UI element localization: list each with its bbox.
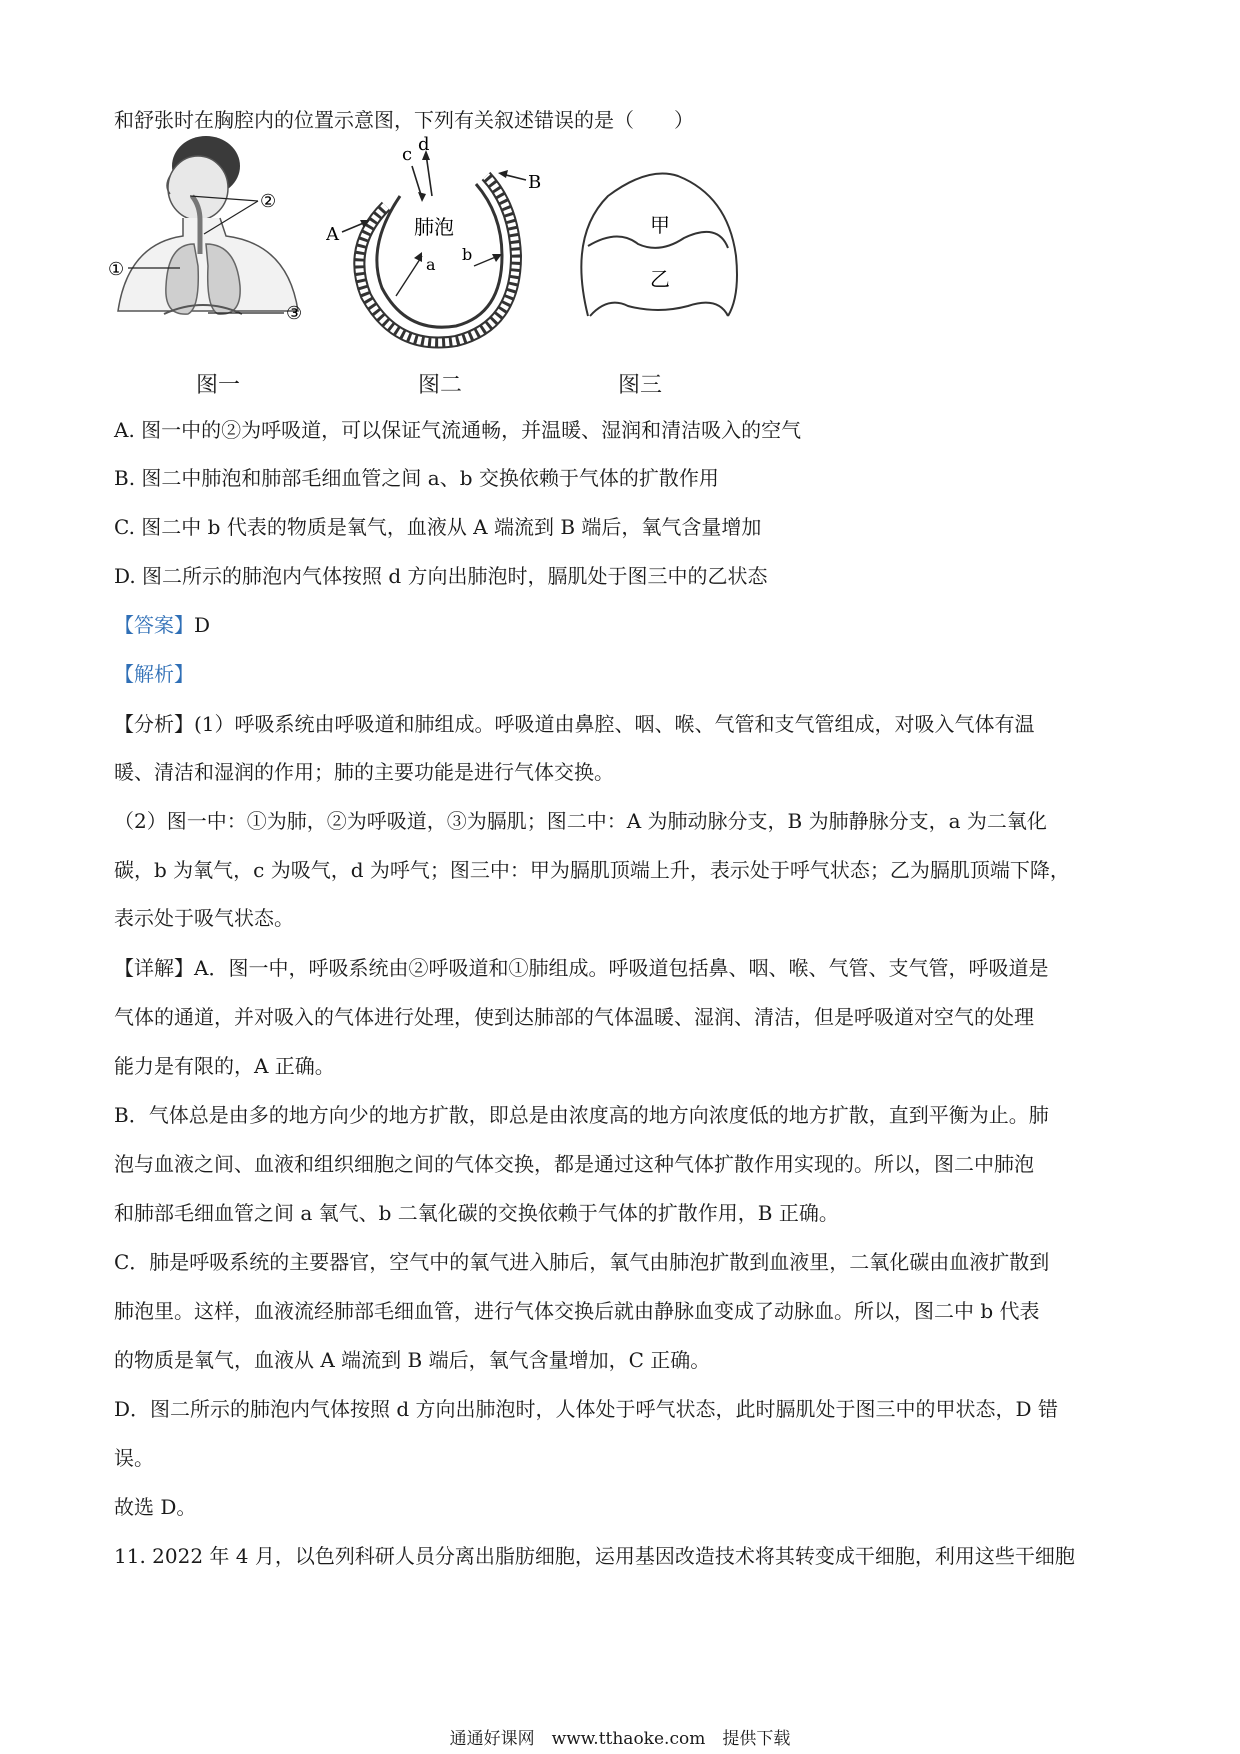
answer-value: D xyxy=(194,613,211,637)
label-a: a xyxy=(426,255,436,274)
label-A: A xyxy=(326,224,339,245)
label-b: b xyxy=(462,245,473,264)
analysis-part1-tag: 【分析】 xyxy=(114,712,194,736)
next-question: 11. 2022 年 4 月，以色列科研人员分离出脂肪细胞，运用基因改造技术将其转变成干细胞，利用这些干细胞 xyxy=(114,1544,1075,1568)
label-2: ② xyxy=(260,191,277,212)
detail-a-line2: 气体的通道，并对吸入的气体进行处理，使到达肺部的气体温暖、湿润、清洁，但是呼吸道对空气的处理 xyxy=(114,1005,1034,1029)
figure-3 xyxy=(568,136,748,406)
detail-b-line1: B．气体总是由多的地方向少的地方扩散，即总是由浓度高的地方向浓度低的地方扩散，直到平衡为止。肺 xyxy=(114,1103,1049,1127)
analysis-part2-line1: （2）图一中：①为肺，②为呼吸道，③为膈肌；图二中：A 为肺动脉分支，B 为肺静脉分支，a 为二氧化 xyxy=(114,809,1047,833)
label-jia: 甲 xyxy=(650,213,670,237)
answer-line xyxy=(114,601,1130,649)
analysis-heading xyxy=(114,650,1130,698)
option-d: D. 图二所示的肺泡内气体按照 d 方向出肺泡时，膈肌处于图三中的乙状态 xyxy=(114,564,768,588)
label-1: ① xyxy=(108,259,125,280)
option-a: A. 图一中的②为呼吸道，可以保证气流通畅，并温暖、湿润和清洁吸入的空气 xyxy=(114,418,802,442)
detail-a-line3: 能力是有限的，A 正确。 xyxy=(114,1054,335,1078)
detail-d-line2: 误。 xyxy=(114,1446,154,1470)
alveolus-diagram xyxy=(326,136,556,356)
detail-c-line3: 的物质是氧气，血液从 A 端流到 B 端后，氧气含量增加，C 正确。 xyxy=(114,1348,711,1372)
analysis-part1-line2: 暖、清洁和湿润的作用；肺的主要功能是进行气体交换。 xyxy=(114,760,614,784)
option-c: C. 图二中 b 代表的物质是氧气，血液从 A 端流到 B 端后，氧气含量增加 xyxy=(114,515,762,539)
detail-b-line2: 泡与血液之间、血液和组织细胞之间的气体交换，都是通过这种气体扩散作用实现的。所以，图二中肺泡 xyxy=(114,1152,1034,1176)
analysis-tag: 【解析】 xyxy=(114,662,194,686)
detail-c-line2: 肺泡里。这样，血液流经肺部毛细血管，进行气体交换后就由静脉血变成了动脉血。所以，图二中 b 代表 xyxy=(114,1299,1040,1323)
analysis-part2-line3: 表示处于吸气状态。 xyxy=(114,906,294,930)
question-intro: 和舒张时在胸腔内的位置示意图，下列有关叙述错误的是（ ） xyxy=(114,108,694,132)
option-b: B. 图二中肺泡和肺部毛细血管之间 a、b 交换依赖于气体的扩散作用 xyxy=(114,466,719,490)
respiratory-system-illustration xyxy=(108,136,318,356)
detail-a-line1 xyxy=(114,944,1130,992)
analysis-part2-line2: 碳，b 为氧气，c 为吸气，d 为呼气；图三中：甲为膈肌顶端上升，表示处于呼气状态；乙为膈肌顶端下降， xyxy=(114,858,1070,882)
conclusion: 故选 D。 xyxy=(114,1495,197,1519)
figure-2-caption: 图二 xyxy=(418,373,463,398)
diaphragm-diagram xyxy=(568,136,748,356)
detail-a-text: A．图一中，呼吸系统由②呼吸道和①肺组成。呼吸道包括鼻、咽、喉、气管、支气管，呼吸道是 xyxy=(194,956,1049,980)
label-c: c xyxy=(402,144,413,165)
analysis-part1-line1 xyxy=(114,700,1130,748)
figure-1-caption: 图一 xyxy=(196,373,241,398)
detail-tag: 【详解】 xyxy=(114,956,194,980)
detail-b-line3: 和肺部毛细血管之间 a 氧气、b 二氧化碳的交换依赖于气体的扩散作用，B 正确。 xyxy=(114,1201,839,1225)
detail-c-line1: C．肺是呼吸系统的主要器官，空气中的氧气进入肺后，氧气由肺泡扩散到血液里，二氧化碳由血液扩散到 xyxy=(114,1250,1050,1274)
label-3: ③ xyxy=(286,303,303,324)
label-B: B xyxy=(528,172,542,193)
label-d: d xyxy=(418,136,430,155)
analysis-part1-text: (1）呼吸系统由呼吸道和肺组成。呼吸道由鼻腔、咽、喉、气管和支气管组成，对吸入气体有温 xyxy=(194,712,1035,736)
figure-3-caption: 图三 xyxy=(618,373,663,398)
page-footer: 通通好课网 www.tthaoke.com 提供下载 xyxy=(449,1729,791,1749)
figure-1 xyxy=(108,136,318,406)
label-yi: 乙 xyxy=(650,267,670,291)
detail-d-line1: D．图二所示的肺泡内气体按照 d 方向出肺泡时，人体处于呼气状态，此时膈肌处于图三中的甲状态，D 错 xyxy=(114,1397,1058,1421)
label-alveolus: 肺泡 xyxy=(414,215,454,239)
answer-tag: 【答案】 xyxy=(114,613,194,637)
figure-2 xyxy=(326,136,556,406)
figure-row xyxy=(108,136,828,406)
